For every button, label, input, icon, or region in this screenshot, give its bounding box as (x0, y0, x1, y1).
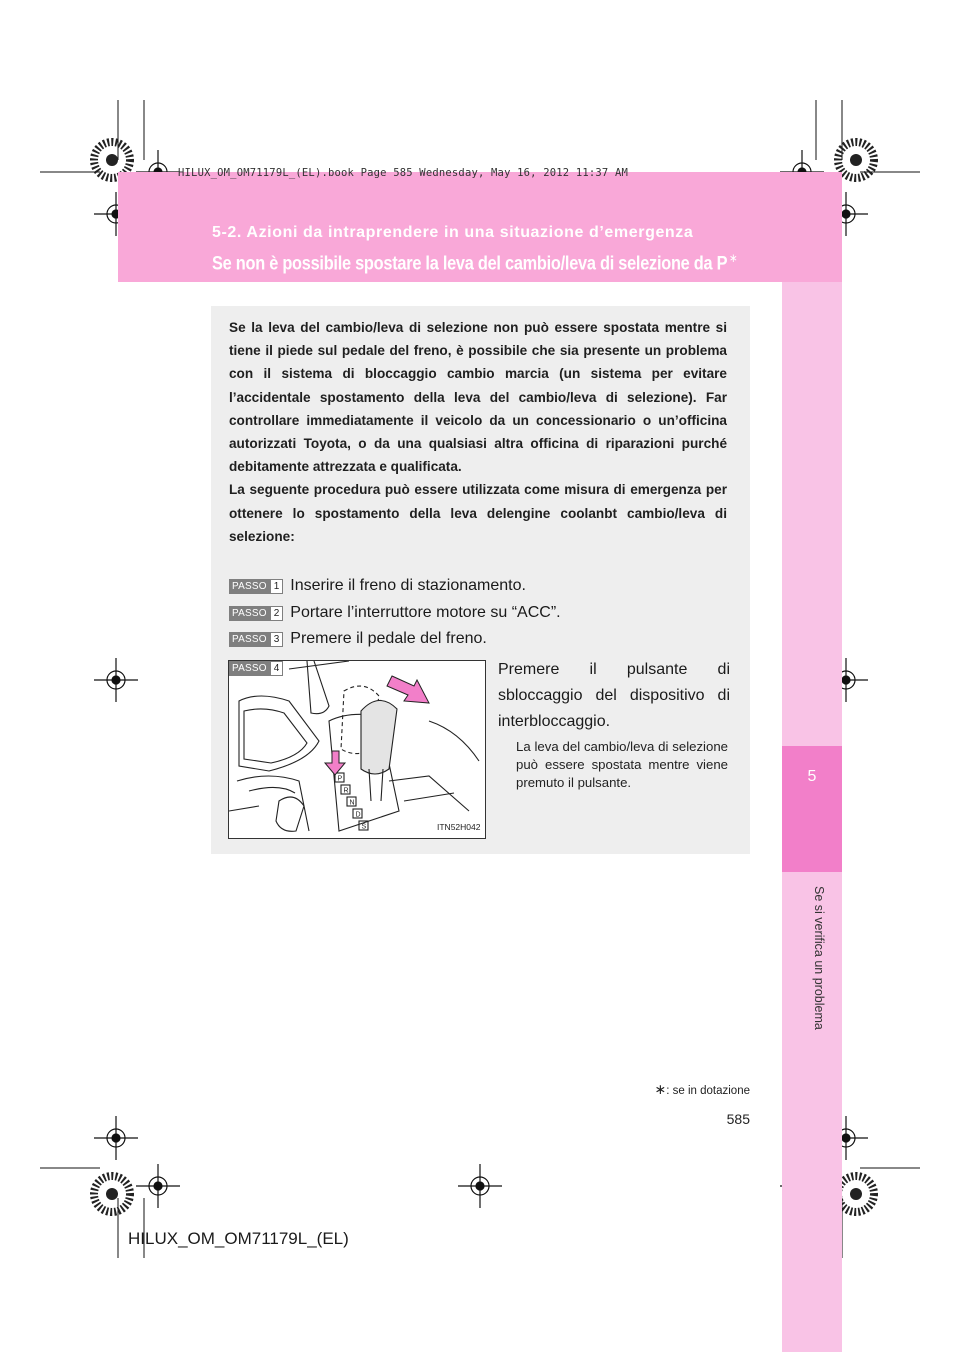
step-text: Premere il pedale del freno. (290, 630, 487, 647)
step-4-instruction: Premere il pulsante di sbloccaggio del dispositivo di interbloccaggio. (498, 661, 730, 730)
shift-lever-drawing (229, 661, 485, 838)
intro-text (229, 316, 727, 548)
step-4-note: La leva del cambio/leva di selezione può essere spostata mentre viene premuto il pulsante. (516, 739, 728, 790)
intro-paragraph-2: La seguente procedura può essere utilizzata come misura di emergenza per ottenere lo spostamento della leva delengine coolanbt cambio/leva di selezione: (229, 482, 727, 544)
gate-label: D (355, 811, 361, 819)
page-heading-text: Se non è possibile spostare la leva del cambio/leva di selezione da P (212, 253, 728, 275)
intro-paragraph-1: Se la leva del cambio/leva di selezione non può essere spostata mentre si tiene il piede sul pedale del freno, è possibile che sia presente un problema con il sistema di bloccaggio cambio marcia (un sistema per evitare l’accidentale spostamento della leva del cambio/leva di selezione). Far controllare immediatamente il veicolo da un concessionario o un’officina autorizzati Toyota, o da una qualsiasi altra officina di riparazioni purché debitamente attrezzata e qualificata. (229, 320, 727, 475)
step-2 (229, 604, 561, 622)
footnote-marker: ∗ (654, 1081, 667, 1097)
step-badge: PASSO 3 (229, 632, 283, 647)
gate-label: P (337, 775, 343, 783)
gate-label: S (361, 823, 367, 831)
gate-label: N (349, 799, 355, 807)
step-text: Inserire il freno di stazionamento. (290, 577, 526, 594)
footnote-text: : se in dotazione (666, 1085, 750, 1097)
chapter-number: 5 (807, 768, 817, 785)
page-heading (212, 251, 737, 275)
step-1 (229, 577, 526, 595)
page-heading-marker: ∗ (728, 251, 738, 265)
page-number: 585 (726, 1111, 750, 1127)
step-4-badge: PASSO 4 (229, 661, 283, 676)
step-badge: PASSO 1 (229, 579, 283, 594)
step-text: Portare l’interruttore motore su “ACC”. (290, 604, 561, 621)
section-title: 5-2. Azioni da intraprendere in una situazione d’emergenza (212, 224, 694, 241)
chapter-label: Se si verifica un problema (812, 886, 826, 1030)
chapter-tab (782, 746, 842, 872)
figure-code: ITN52H042 (437, 822, 481, 832)
footnote (600, 1081, 750, 1098)
step-badge: PASSO 2 (229, 606, 283, 621)
step-4-text (498, 657, 730, 735)
step-3 (229, 630, 487, 648)
file-stamp: HILUX_OM_OM71179L_(EL).book Page 585 Wednesday, May 16, 2012 11:37 AM (178, 167, 628, 179)
document-code: HILUX_OM_OM71179L_(EL) (128, 1229, 349, 1248)
gate-label: R (343, 787, 349, 795)
shift-lever-illustration (228, 660, 486, 839)
